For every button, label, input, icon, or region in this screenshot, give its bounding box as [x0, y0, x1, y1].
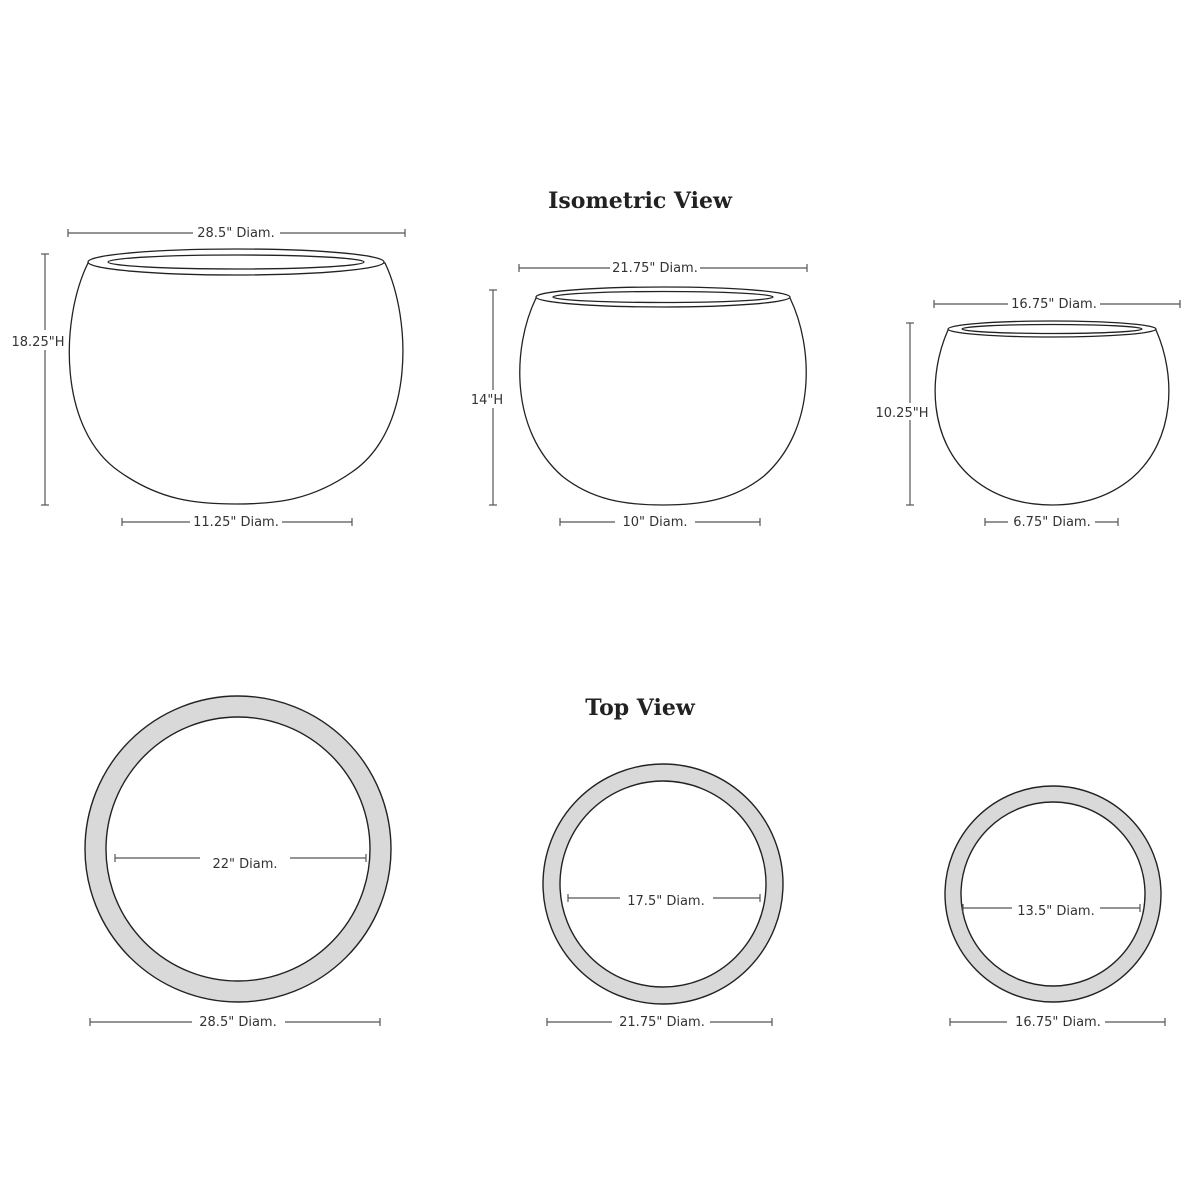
- large-ring-inner: [106, 717, 370, 981]
- large-outer-diameter-label: 28.5" Diam.: [199, 1015, 277, 1030]
- medium-base-diameter-label: 10" Diam.: [622, 515, 688, 530]
- top-view-title: Top View: [585, 695, 695, 721]
- medium-planter-top-view: [543, 764, 783, 1030]
- small-planter-isometric: [876, 297, 1180, 530]
- large-planter-rim-inner: [108, 255, 364, 269]
- large-height-dimension: [12, 254, 65, 505]
- large-outer-diameter-dimension: [90, 1015, 380, 1030]
- medium-planter-isometric: [471, 261, 807, 530]
- large-base-diameter-dimension: [122, 515, 352, 530]
- small-ring-inner: [961, 802, 1145, 986]
- small-height-dimension: [876, 323, 929, 505]
- medium-outer-diameter-dimension: [547, 1015, 772, 1030]
- medium-planter-body: [520, 298, 806, 505]
- small-planter-rim-inner: [962, 325, 1142, 334]
- small-outer-diameter-dimension: [950, 1015, 1165, 1030]
- medium-top-diameter-label: 21.75" Diam.: [612, 261, 698, 276]
- small-outer-diameter-label: 16.75" Diam.: [1015, 1015, 1101, 1030]
- small-planter-top-view: [945, 786, 1165, 1030]
- medium-height-dimension: [471, 290, 503, 505]
- large-planter-top-view: [85, 696, 391, 1030]
- medium-planter-rim-inner: [553, 292, 773, 303]
- large-inner-diameter-label: 22" Diam.: [212, 857, 278, 872]
- large-planter-body: [69, 263, 403, 504]
- small-top-diameter-dimension: [934, 297, 1180, 312]
- large-top-diameter-label: 28.5" Diam.: [197, 226, 275, 241]
- medium-height-label: 14"H: [470, 393, 504, 408]
- large-planter-isometric: [12, 226, 405, 530]
- medium-top-diameter-dimension: [519, 261, 807, 276]
- large-top-diameter-dimension: [68, 226, 405, 241]
- medium-ring-inner: [560, 781, 766, 987]
- medium-inner-diameter-label: 17.5" Diam.: [627, 894, 705, 909]
- small-planter-body: [935, 330, 1169, 505]
- small-base-diameter-dimension: [985, 515, 1118, 530]
- small-base-diameter-label: 6.75" Diam.: [1013, 515, 1091, 530]
- isometric-view-title: Isometric View: [548, 188, 732, 214]
- small-inner-diameter-label: 13.5" Diam.: [1017, 904, 1095, 919]
- medium-outer-diameter-label: 21.75" Diam.: [619, 1015, 705, 1030]
- medium-base-diameter-dimension: [560, 515, 760, 530]
- large-height-label: 18.25"H: [11, 335, 65, 350]
- small-top-diameter-label: 16.75" Diam.: [1011, 297, 1097, 312]
- large-base-diameter-label: 11.25" Diam.: [193, 515, 279, 530]
- small-height-label: 10.25"H: [875, 406, 929, 421]
